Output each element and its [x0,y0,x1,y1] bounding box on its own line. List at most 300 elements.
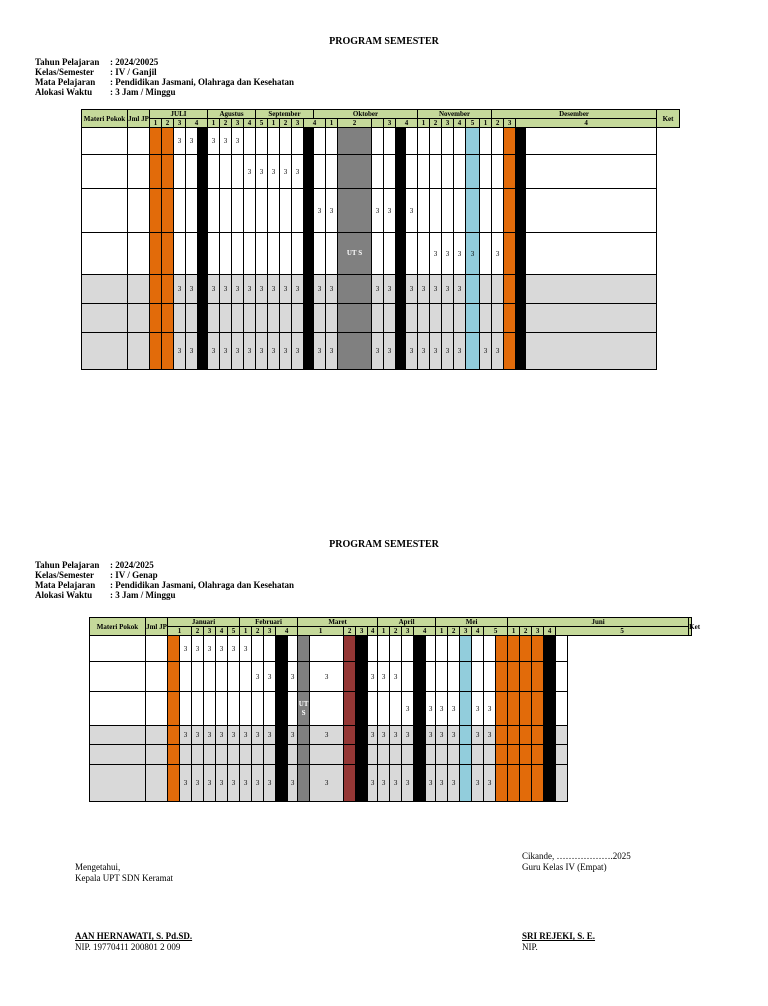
week-cell [244,233,256,275]
week-cell [430,189,442,233]
week-cell: 3 [220,333,232,370]
week-cell [326,304,338,333]
week-cell: 3 [406,333,418,370]
week-cell [406,233,418,275]
week-cell [402,662,414,692]
week-cell [532,765,544,802]
week-cell [326,155,338,189]
week-cell: 3 [436,692,448,726]
jml-cell [128,304,150,333]
week-cell [532,662,544,692]
week-cell [244,304,256,333]
jml-cell [128,333,150,370]
week-cell: 3 [268,333,280,370]
materi-cell [82,333,128,370]
week-cell: 3 [314,275,326,304]
header-week: 1 [480,119,492,128]
week-cell [232,304,244,333]
week-cell [496,726,508,745]
week-cell [508,692,520,726]
week-cell [162,155,174,189]
materi-cell [90,662,146,692]
week-cell: 3 [326,275,338,304]
materi-cell [90,745,146,765]
week-cell [504,333,516,370]
header-week: 3 [384,119,396,128]
ket-cell [526,189,657,233]
info-label: Tahun Pelajaran [35,560,100,570]
week-cell [460,765,472,802]
week-cell [492,189,504,233]
week-cell [496,692,508,726]
week-cell [356,662,368,692]
week-cell: 3 [240,726,252,745]
week-cell: 3 [268,275,280,304]
week-cell [356,745,368,765]
week-cell [344,745,356,765]
week-cell [454,155,466,189]
week-cell [480,155,492,189]
week-cell [368,636,378,662]
week-cell: 3 [426,726,436,745]
week-cell: 3 [390,726,402,745]
program-table-genap [89,617,701,802]
ket-cell [526,333,657,370]
week-cell: 3 [484,692,496,726]
week-cell [174,155,186,189]
materi-cell [90,765,146,802]
week-cell [174,304,186,333]
week-cell [492,155,504,189]
week-cell: 3 [174,333,186,370]
header-week: 2 [448,627,460,636]
week-cell [414,692,426,726]
header-week [372,119,384,128]
week-cell [414,662,426,692]
week-cell [384,304,396,333]
week-cell: 3 [430,333,442,370]
table-row [82,333,680,370]
week-cell: 3 [180,636,192,662]
week-cell [264,636,276,662]
header-week: 4 [396,119,418,128]
week-cell [390,745,402,765]
week-cell: 3 [264,765,276,802]
week-cell [220,155,232,189]
week-cell: 3 [390,765,402,802]
week-cell: 3 [368,726,378,745]
table-row [82,233,680,275]
week-cell [508,765,520,802]
week-cell [162,233,174,275]
principal-role: Kepala UPT SDN Keramat [75,873,174,883]
week-cell [192,662,204,692]
week-cell: 3 [472,765,484,802]
week-cell [198,304,208,333]
week-cell [520,745,532,765]
info-value: : IV / Genap [110,570,158,580]
week-cell [368,692,378,726]
table-row [90,662,692,692]
week-cell [496,636,508,662]
materi-cell [82,189,128,233]
week-cell [208,155,220,189]
week-cell [396,128,406,155]
header-jml: Jml JP [128,110,150,128]
week-cell: 3 [174,128,186,155]
week-cell [298,765,310,802]
week-cell: 3 [310,765,344,802]
week-cell [304,304,314,333]
week-cell: 3 [492,333,504,370]
header-week: 4 [414,627,436,636]
week-cell [442,128,454,155]
header-week: 4 [454,119,466,128]
week-cell [436,745,448,765]
week-cell [198,233,208,275]
header-week: 4 [544,627,556,636]
header-week: 4 [216,627,228,636]
materi-cell [90,636,146,662]
info-block [35,57,294,97]
header-week: 5 [228,627,240,636]
jml-cell [146,636,168,662]
week-cell [292,233,304,275]
week-cell [496,745,508,765]
week-cell [414,726,426,745]
ket-cell [556,662,568,692]
week-cell [454,128,466,155]
week-cell [180,745,192,765]
week-cell [430,304,442,333]
week-cell: 3 [228,636,240,662]
week-cell: 3 [310,726,344,745]
week-cell: 3 [448,692,460,726]
week-cell: 3 [208,333,220,370]
week-cell [162,333,174,370]
week-cell [276,636,288,662]
week-cell [310,636,344,662]
week-cell [496,662,508,692]
week-cell: 3 [390,662,402,692]
week-cell [448,745,460,765]
week-cell [418,128,430,155]
week-cell [532,726,544,745]
week-cell [150,304,162,333]
place-date: Cikande, ……………….2025 [522,851,631,861]
principal-signature [75,931,192,953]
materi-cell [82,128,128,155]
ket-cell [556,765,568,802]
header-week: 5 [466,119,480,128]
week-cell [298,662,310,692]
week-cell: 3 [216,765,228,802]
week-cell [162,189,174,233]
week-cell [402,636,414,662]
info-value: : Pendidikan Jasmani, Olahraga dan Kesehatan [110,77,295,87]
week-cell [466,333,480,370]
week-cell [460,692,472,726]
header-week: 3 [532,627,544,636]
week-cell [220,233,232,275]
week-cell [168,662,180,692]
jml-cell [128,189,150,233]
week-cell [356,636,368,662]
week-cell [472,662,484,692]
week-cell [418,233,430,275]
week-cell [208,304,220,333]
week-cell: 3 [384,275,396,304]
week-cell [208,233,220,275]
week-cell: 3 [174,275,186,304]
week-cell [298,726,310,745]
week-cell [430,128,442,155]
week-cell [344,692,356,726]
week-cell [344,726,356,745]
week-cell: 3 [378,726,390,745]
week-cell [448,662,460,692]
header-week: 4 [304,119,326,128]
week-cell [314,304,326,333]
week-cell: 3 [402,765,414,802]
week-cell [220,189,232,233]
week-cell [244,189,256,233]
header-week: 1 [326,119,338,128]
week-cell [520,765,532,802]
week-cell: 3 [314,333,326,370]
week-cell [484,636,496,662]
week-cell [544,745,556,765]
week-cell [338,275,372,304]
week-cell [276,662,288,692]
week-cell: 3 [216,726,228,745]
week-cell [426,745,436,765]
ket-cell [526,275,657,304]
week-cell [384,155,396,189]
header-week: 2 [280,119,292,128]
week-cell [304,189,314,233]
week-cell [378,692,390,726]
week-cell: 3 [442,333,454,370]
header-week: 1 [508,627,520,636]
ket-cell [526,304,657,333]
info-label: Alokasi Waktu [35,590,93,600]
week-cell [378,745,390,765]
info-block [35,560,294,600]
header-week: 1 [150,119,162,128]
week-cell [240,745,252,765]
week-cell [208,189,220,233]
week-cell [240,662,252,692]
week-cell [344,662,356,692]
header-week: 2 [192,627,204,636]
table-row [90,765,692,802]
week-cell [492,275,504,304]
week-cell [192,745,204,765]
week-cell [532,745,544,765]
week-cell [338,333,372,370]
week-cell: 3 [406,189,418,233]
header-month: Oktober [314,110,418,119]
week-cell: 3 [292,155,304,189]
week-cell: 3 [268,155,280,189]
week-cell: 3 [492,233,504,275]
week-cell: 3 [204,726,216,745]
materi-cell [82,304,128,333]
signature-right [522,851,631,873]
week-cell: 3 [314,189,326,233]
week-cell: 3 [372,333,384,370]
week-cell [174,233,186,275]
teacher-nip: NIP. [522,942,538,952]
week-cell [418,155,430,189]
header-month: Februari [240,618,298,627]
header-week: 4 [472,627,484,636]
week-cell [418,189,430,233]
week-cell: 3 [368,765,378,802]
week-cell [504,304,516,333]
week-cell: 3 [484,765,496,802]
week-cell [492,304,504,333]
info-label: Mata Pelajaran [35,580,96,590]
week-cell: 3 [232,333,244,370]
week-cell [508,662,520,692]
week-cell [204,692,216,726]
week-cell [326,128,338,155]
table-row [90,636,692,662]
jml-cell [128,233,150,275]
week-cell [480,128,492,155]
header-ket: Ket [657,110,680,128]
week-cell [168,692,180,726]
week-cell [304,333,314,370]
week-cell: 3 [180,726,192,745]
info-label: Tahun Pelajaran [35,57,100,67]
week-cell [268,233,280,275]
week-cell [204,745,216,765]
week-cell: 3 [426,692,436,726]
header-week: 3 [356,627,368,636]
week-cell: 3 [186,333,198,370]
week-cell: 3 [186,275,198,304]
week-cell [544,636,556,662]
week-cell [356,692,368,726]
materi-cell [90,726,146,745]
teacher-signature [522,931,595,953]
week-cell [460,726,472,745]
header-week: 2 [162,119,174,128]
week-cell: 3 [378,662,390,692]
week-cell [216,692,228,726]
week-cell [384,233,396,275]
week-cell [436,636,448,662]
header-week: 5 [256,119,268,128]
week-cell [344,765,356,802]
week-cell [252,692,264,726]
week-cell [396,304,406,333]
table-row [90,692,692,726]
week-cell [168,745,180,765]
teacher-role: Guru Kelas IV (Empat) [522,862,607,872]
info-label: Alokasi Waktu [35,87,93,97]
week-cell: 3 [180,765,192,802]
week-cell [310,692,344,726]
week-cell [198,155,208,189]
materi-cell [82,233,128,275]
header-month: Agustus [208,110,256,119]
week-cell: UT S [298,692,310,726]
week-cell [150,189,162,233]
week-cell [466,275,480,304]
week-cell [368,745,378,765]
week-cell [396,275,406,304]
info-value: : 3 Jam / Minggu [110,87,176,97]
week-cell [228,692,240,726]
week-cell [454,304,466,333]
week-cell: 3 [448,726,460,745]
week-cell [492,128,504,155]
week-cell [504,128,516,155]
header-week: 2 [520,627,532,636]
week-cell [186,189,198,233]
week-cell [314,155,326,189]
week-cell: 3 [208,275,220,304]
week-cell [288,636,298,662]
week-cell [484,662,496,692]
week-cell [372,155,384,189]
week-cell [276,765,288,802]
header-week: 2 [430,119,442,128]
week-cell [466,128,480,155]
week-cell [192,692,204,726]
week-cell [304,275,314,304]
week-cell: 3 [384,189,396,233]
week-cell [520,662,532,692]
page-title: PROGRAM SEMESTER [329,539,439,550]
week-cell [288,692,298,726]
week-cell: 3 [472,692,484,726]
week-cell [436,662,448,692]
week-cell [516,275,526,304]
header-week: 3 [504,119,516,128]
week-cell [516,189,526,233]
week-cell: 3 [208,128,220,155]
week-cell: 3 [372,275,384,304]
week-cell [228,662,240,692]
week-cell [396,189,406,233]
week-cell [390,636,402,662]
week-cell [244,128,256,155]
header-week: 1 [418,119,430,128]
ket-cell [556,726,568,745]
week-cell: 3 [430,233,442,275]
week-cell [338,155,372,189]
week-cell [396,155,406,189]
ket-cell [556,745,568,765]
table-row [82,189,680,233]
week-cell: 3 [448,765,460,802]
week-cell [426,662,436,692]
week-cell [544,692,556,726]
week-cell [298,636,310,662]
week-cell: 3 [292,275,304,304]
week-cell [516,128,526,155]
week-cell: 3 [244,275,256,304]
week-cell: 3 [216,636,228,662]
info-label: Kelas/Semester [35,67,94,77]
week-cell [414,636,426,662]
week-cell [480,233,492,275]
